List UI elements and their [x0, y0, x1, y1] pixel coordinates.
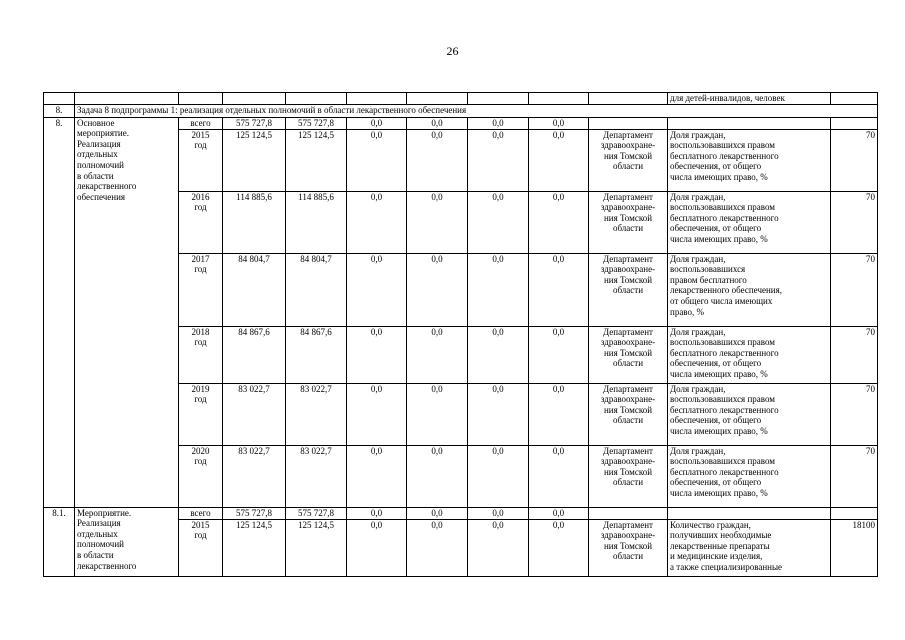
period: 2016 год [179, 191, 223, 253]
amount-oth: 0,0 [529, 253, 589, 326]
amount-vne: 0,0 [468, 507, 529, 519]
event-number: 8. [44, 117, 75, 507]
amount-oth: 0,0 [529, 129, 589, 191]
amount-vne: 0,0 [468, 445, 529, 507]
indicator-name: Доля граждан, воспользовавшихся правом бесплатного лекарственного обеспечения, от общего числа имеющих право, % [668, 253, 831, 326]
amount-fed: 84 867,6 [286, 326, 347, 383]
indicator-value [831, 507, 878, 519]
indicator-value [831, 117, 878, 129]
amount-vne: 0,0 [468, 326, 529, 383]
amount-sum: 575 727,8 [223, 507, 286, 519]
amount-vne: 0,0 [468, 129, 529, 191]
task-number: 8. [44, 104, 75, 117]
executor: Департамент здравоохране- ния Томской области [589, 253, 668, 326]
executor: Департамент здравоохране- ния Томской области [589, 519, 668, 576]
indicator-value: 70 [831, 191, 878, 253]
event-name: Основное мероприятие. Реализация отдельных полномочий в области лекарственного обеспечения [75, 117, 179, 507]
amount-vne: 0,0 [468, 253, 529, 326]
program-table [43, 92, 878, 577]
amount-fed: 125 124,5 [286, 519, 347, 576]
amount-reg: 0,0 [347, 129, 407, 191]
indicator-name: Доля граждан, воспользовавшихся правом бесплатного лекарственного обеспечения, от общего числа имеющих право, % [668, 326, 831, 383]
table-row [44, 507, 878, 519]
amount-vne: 0,0 [468, 117, 529, 129]
indicator-name: Доля граждан, воспользовавшихся правом бесплатного лекарственного обеспечения, от общего числа имеющих право, % [668, 129, 831, 191]
period: 2015 год [179, 129, 223, 191]
indicator-name: Доля граждан, воспользовавшихся правом бесплатного лекарственного обеспечения, от общего числа имеющих право, % [668, 191, 831, 253]
amount-loc: 0,0 [407, 117, 468, 129]
executor [589, 117, 668, 129]
amount-fed: 84 804,7 [286, 253, 347, 326]
amount-sum: 114 885,6 [223, 191, 286, 253]
amount-fed: 114 885,6 [286, 191, 347, 253]
amount-sum: 83 022,7 [223, 445, 286, 507]
amount-reg: 0,0 [347, 326, 407, 383]
indicator-name: Количество граждан, получивших необходимые лекарственные препараты и медицинские изделия, а также специализированные [668, 519, 831, 576]
period: всего [179, 117, 223, 129]
executor: Департамент здравоохране- ния Томской области [589, 129, 668, 191]
indicator-value: 70 [831, 326, 878, 383]
amount-reg: 0,0 [347, 117, 407, 129]
task-title: Задача 8 подпрограммы 1: реализация отдельных полномочий в области лекарственного обеспечения [75, 104, 878, 117]
period: 2015 год [179, 519, 223, 576]
amount-oth: 0,0 [529, 519, 589, 576]
event-name: Мероприятие. Реализация отдельных полномочий в области лекарственного [75, 507, 179, 576]
amount-oth: 0,0 [529, 445, 589, 507]
period: 2017 год [179, 253, 223, 326]
indicator-value: 70 [831, 383, 878, 445]
amount-sum: 125 124,5 [223, 129, 286, 191]
amount-oth: 0,0 [529, 383, 589, 445]
amount-loc: 0,0 [407, 519, 468, 576]
period: 2018 год [179, 326, 223, 383]
amount-sum: 83 022,7 [223, 383, 286, 445]
event-number: 8.1. [44, 507, 75, 576]
amount-loc: 0,0 [407, 383, 468, 445]
amount-loc: 0,0 [407, 253, 468, 326]
amount-fed: 125 124,5 [286, 129, 347, 191]
amount-vne: 0,0 [468, 191, 529, 253]
amount-reg: 0,0 [347, 191, 407, 253]
amount-fed: 575 727,8 [286, 117, 347, 129]
indicator-value: 70 [831, 129, 878, 191]
amount-oth: 0,0 [529, 326, 589, 383]
amount-reg: 0,0 [347, 445, 407, 507]
period: 2020 год [179, 445, 223, 507]
indicator-name: Доля граждан, воспользовавшихся правом бесплатного лекарственного обеспечения, от общего числа имеющих право, % [668, 383, 831, 445]
executor [589, 507, 668, 519]
period: всего [179, 507, 223, 519]
amount-sum: 575 727,8 [223, 117, 286, 129]
task-row [44, 104, 878, 117]
page-number: 26 [446, 44, 459, 58]
amount-loc: 0,0 [407, 507, 468, 519]
amount-reg: 0,0 [347, 519, 407, 576]
amount-loc: 0,0 [407, 129, 468, 191]
amount-reg: 0,0 [347, 383, 407, 445]
indicator-value: 18100 [831, 519, 878, 576]
period: 2019 год [179, 383, 223, 445]
amount-oth: 0,0 [529, 191, 589, 253]
amount-reg: 0,0 [347, 507, 407, 519]
amount-sum: 125 124,5 [223, 519, 286, 576]
indicator-value: 70 [831, 253, 878, 326]
indicator-name [668, 117, 831, 129]
amount-oth: 0,0 [529, 507, 589, 519]
amount-loc: 0,0 [407, 191, 468, 253]
amount-reg: 0,0 [347, 253, 407, 326]
indicator-value: 70 [831, 445, 878, 507]
executor: Департамент здравоохране- ния Томской области [589, 326, 668, 383]
amount-loc: 0,0 [407, 326, 468, 383]
indicator-fragment: для детей-инвалидов, человек [668, 93, 831, 105]
indicator-name [668, 507, 831, 519]
amount-vne: 0,0 [468, 383, 529, 445]
amount-vne: 0,0 [468, 519, 529, 576]
amount-sum: 84 867,6 [223, 326, 286, 383]
amount-fed: 83 022,7 [286, 383, 347, 445]
executor: Департамент здравоохране- ния Томской области [589, 383, 668, 445]
executor: Департамент здравоохране- ния Томской области [589, 191, 668, 253]
table-row [44, 117, 878, 129]
amount-loc: 0,0 [407, 445, 468, 507]
amount-sum: 84 804,7 [223, 253, 286, 326]
table-row [44, 93, 878, 105]
amount-fed: 83 022,7 [286, 445, 347, 507]
amount-fed: 575 727,8 [286, 507, 347, 519]
indicator-name: Доля граждан, воспользовавшихся правом бесплатного лекарственного обеспечения, от общего числа имеющих право, % [668, 445, 831, 507]
executor: Департамент здравоохране- ния Томской области [589, 445, 668, 507]
amount-oth: 0,0 [529, 117, 589, 129]
